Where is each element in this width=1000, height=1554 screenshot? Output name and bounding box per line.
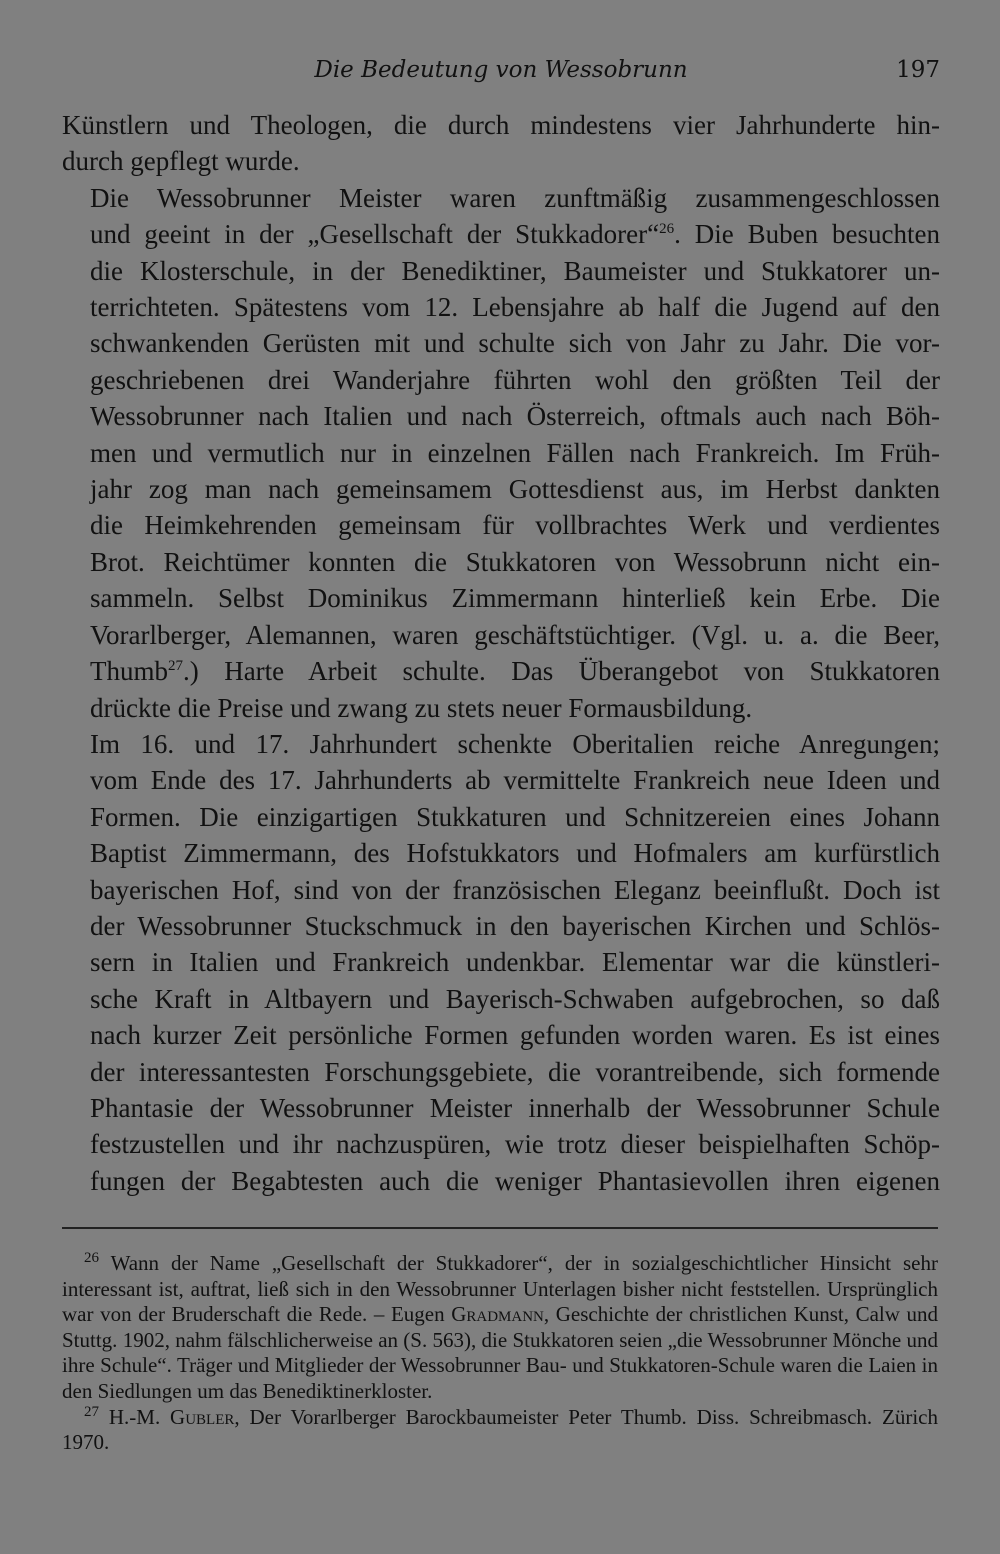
- text-line: drückte die Preise und zwang zu stets neuer Formausbildung.: [90, 692, 753, 723]
- text-line: Im 16. und 17. Jahrhundert schenkte Oberitalien reiche Anregungen;: [90, 728, 940, 759]
- footnote-text: H.-M.: [108, 1404, 171, 1429]
- footnote: [62, 1251, 938, 1405]
- text-line: sern in Italien und Frankreich undenkbar. Elementar war die künstleri-: [90, 947, 940, 978]
- text-segment: Thumb: [90, 656, 168, 687]
- text-line: Vorarlberger, Alemannen, waren geschäftstüchtiger. (Vgl. u. a. die Beer,: [90, 619, 940, 650]
- text-line: Formen. Die einzigartigen Stukkaturen und Schnitzereien eines Johann: [90, 801, 940, 832]
- footnote-text: , Der Vorarlberger Barockbaumeister Peter Thumb. Diss. Schreibmasch. Zürich 1970.: [62, 1404, 938, 1455]
- text-line: men und vermutlich nur in einzelnen Fällen nach Frankreich. Im Früh-: [90, 437, 940, 468]
- text-line: der interessantesten Forschungsgebiete, die vorantreibende, sich formende: [90, 1056, 940, 1087]
- text-line: festzustellen und ihr nachzuspüren, wie trotz dieser beispielhaften Schöp-: [90, 1129, 940, 1160]
- paragraph: [62, 726, 940, 1199]
- text-line: [62, 653, 940, 689]
- footnote-text: , Geschichte der christlichen Kunst, Calw und Stuttg. 1902, nahm fälschlicherweise an (S. 563), die Stukkatoren seien „die Wessobrunner Mönche und ihre Schule“. Träger und Mitglieder der Wessobrunner Bau- und Stukkatoren-Schule waren die Laien in den Siedlungen um das Benediktinerkloster.: [62, 1302, 939, 1403]
- footnote-ref: 27: [168, 658, 183, 675]
- text-segment: . Die Buben besuchten: [674, 219, 940, 250]
- text-line: Künstlern und Theologen, die durch mindestens vier Jahrhunderte hin-: [62, 110, 940, 140]
- text-line: Baptist Zimmermann, des Hofstukkators und Hofmalers am kurfürstlich: [90, 838, 940, 869]
- text-line: sammeln. Selbst Dominikus Zimmermann hinterließ kein Erbe. Die: [90, 583, 940, 614]
- text-line: durch gepflegt wurde.: [62, 146, 300, 177]
- text-line: jahr zog man nach gemeinsamem Gottesdienst aus, im Herbst dankten: [90, 474, 940, 505]
- text-segment: und geeint in der „Gesellschaft der Stukkadorer“: [90, 219, 660, 250]
- text-line: Phantasie der Wessobrunner Meister innerhalb der Wessobrunner Schule: [90, 1092, 940, 1123]
- text-segment: .) Harte Arbeit schulte. Das Überangebot von Stukkatoren: [183, 656, 940, 687]
- paragraph: [62, 180, 940, 726]
- footnotes: [62, 1251, 938, 1456]
- paragraph: [62, 107, 940, 180]
- text-line: sche Kraft in Altbayern und Bayerisch-Schwaben aufgebrochen, so daß: [90, 983, 940, 1014]
- main-text: [62, 107, 940, 1199]
- author-name: Gubler: [170, 1404, 235, 1429]
- text-line: terrichteten. Spätestens vom 12. Lebensjahre ab half die Jugend auf den: [90, 292, 940, 323]
- text-line: fungen der Begabtesten auch die weniger Phantasievollen ihren eigenen: [90, 1165, 940, 1196]
- text-line: schwankenden Gerüsten mit und schulte sich von Jahr zu Jahr. Die vor-: [90, 328, 940, 359]
- text-line: vom Ende des 17. Jahrhunderts ab vermittelte Frankreich neue Ideen und: [90, 765, 940, 796]
- text-line: Wessobrunner nach Italien und nach Österreich, oftmals auch nach Böh-: [90, 401, 940, 432]
- text-line: geschriebenen drei Wanderjahre führten wohl den größten Teil der: [90, 364, 940, 395]
- footnote-ref: 26: [659, 221, 675, 238]
- text-line: die Klosterschule, in der Benediktiner, Baumeister und Stukkatorer un-: [90, 255, 940, 286]
- author-name: Gradmann: [451, 1302, 544, 1327]
- running-header: [62, 52, 940, 88]
- footnote-separator: [62, 1227, 938, 1229]
- footnote-text: Wann der Name „Gesellschaft der Stukkadorer“, der in sozialgeschichtlicher Hinsicht sehr interessant ist, auftrat, ließ sich in den Wessobrunner Unterlagen bisher nicht feststellen. Ursprünglich war von der Bruderschaft die Rede. – Eugen: [62, 1251, 938, 1327]
- text-line: bayerischen Hof, sind von der französischen Eleganz beeinflußt. Doch ist: [90, 874, 940, 905]
- footnote-number: 27: [84, 1403, 99, 1420]
- page-number: 197: [896, 57, 940, 83]
- text-line: die Heimkehrenden gemeinsam für vollbrachtes Werk und verdientes: [90, 510, 940, 541]
- footnote-number: 26: [84, 1250, 99, 1266]
- text-line: Die Wessobrunner Meister waren zunftmäßig zusammengeschlossen: [90, 182, 940, 213]
- text-line: der Wessobrunner Stuckschmuck in den bayerischen Kirchen und Schlös-: [90, 910, 940, 941]
- footnote: [62, 1405, 938, 1456]
- text-line: nach kurzer Zeit persönliche Formen gefunden worden waren. Es ist eines: [90, 1020, 940, 1051]
- text-line: Brot. Reichtümer konnten die Stukkatoren von Wessobrunn nicht ein-: [90, 546, 940, 577]
- text-line: [62, 216, 940, 252]
- running-title: Die Bedeutung von Wessobrunn: [314, 57, 688, 83]
